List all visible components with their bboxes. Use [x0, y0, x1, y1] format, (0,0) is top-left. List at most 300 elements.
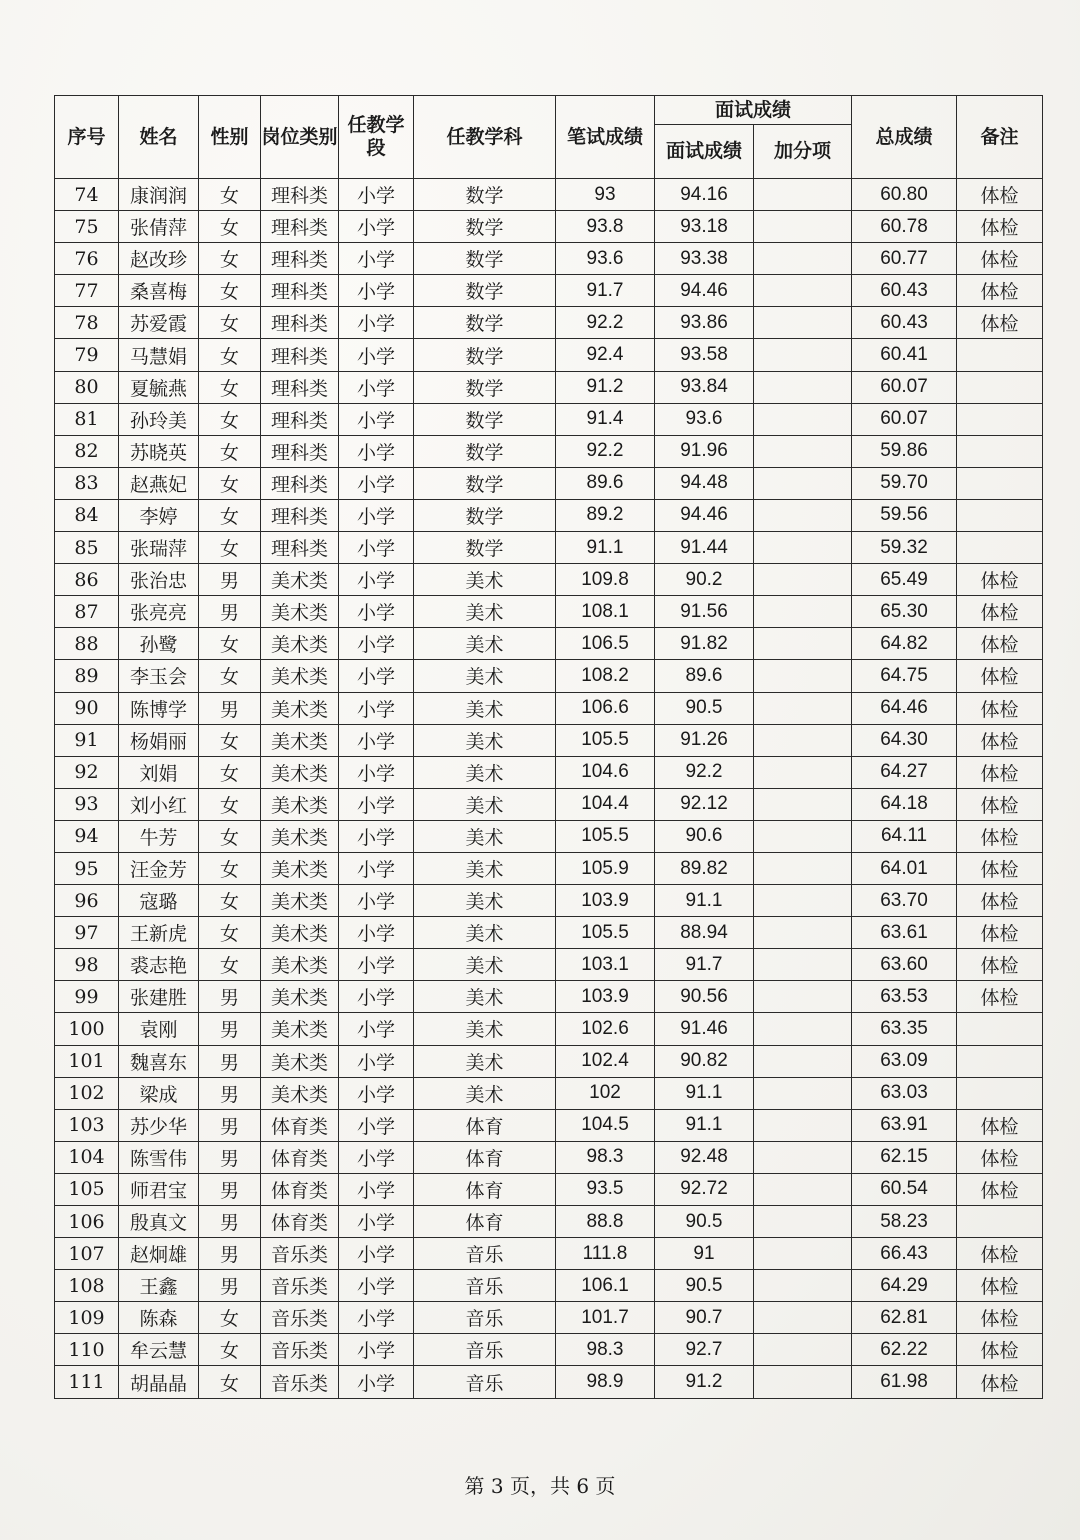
cell-note: 体检 — [957, 1366, 1043, 1398]
header-stage: 任教学段 — [339, 96, 414, 179]
cell-written: 92.2 — [556, 435, 655, 467]
cell-interview: 92.2 — [655, 756, 754, 788]
header-note: 备注 — [957, 96, 1043, 179]
cell-note: 体检 — [957, 885, 1043, 917]
cell-note: 体检 — [957, 1173, 1043, 1205]
cell-stage: 小学 — [339, 211, 414, 243]
cell-written: 103.9 — [556, 885, 655, 917]
cell-interview: 91.82 — [655, 628, 754, 660]
cell-bonus — [754, 1334, 852, 1366]
cell-seq: 100 — [55, 1013, 119, 1045]
cell-sex: 女 — [199, 467, 261, 499]
cell-bonus — [754, 1366, 852, 1398]
cell-name: 牟云慧 — [119, 1334, 199, 1366]
cell-sex: 男 — [199, 564, 261, 596]
cell-sex: 女 — [199, 403, 261, 435]
cell-total: 64.30 — [852, 724, 957, 756]
cell-seq: 95 — [55, 852, 119, 884]
table-row — [55, 692, 1043, 724]
cell-total: 65.49 — [852, 564, 957, 596]
cell-written: 103.1 — [556, 949, 655, 981]
cell-interview: 93.58 — [655, 339, 754, 371]
cell-seq: 108 — [55, 1270, 119, 1302]
cell-interview: 92.12 — [655, 788, 754, 820]
cell-subject: 美术 — [414, 724, 556, 756]
cell-interview: 89.82 — [655, 852, 754, 884]
cell-written: 104.6 — [556, 756, 655, 788]
cell-stage: 小学 — [339, 1109, 414, 1141]
cell-subject: 美术 — [414, 885, 556, 917]
table-row — [55, 371, 1043, 403]
cell-stage: 小学 — [339, 307, 414, 339]
cell-total: 64.82 — [852, 628, 957, 660]
cell-category: 音乐类 — [261, 1366, 339, 1398]
cell-category: 美术类 — [261, 820, 339, 852]
cell-sex: 女 — [199, 435, 261, 467]
table-row — [55, 307, 1043, 339]
cell-subject: 美术 — [414, 820, 556, 852]
cell-total: 60.77 — [852, 243, 957, 275]
cell-subject: 数学 — [414, 307, 556, 339]
cell-interview: 92.48 — [655, 1141, 754, 1173]
cell-sex: 男 — [199, 692, 261, 724]
cell-sex: 女 — [199, 788, 261, 820]
cell-name: 寇璐 — [119, 885, 199, 917]
cell-category: 理科类 — [261, 179, 339, 211]
cell-subject: 美术 — [414, 981, 556, 1013]
cell-note — [957, 1013, 1043, 1045]
cell-note: 体检 — [957, 564, 1043, 596]
cell-stage: 小学 — [339, 371, 414, 403]
cell-seq: 82 — [55, 435, 119, 467]
cell-stage: 小学 — [339, 724, 414, 756]
cell-interview: 91.1 — [655, 1077, 754, 1109]
cell-written: 105.5 — [556, 820, 655, 852]
cell-category: 美术类 — [261, 660, 339, 692]
cell-category: 美术类 — [261, 1077, 339, 1109]
cell-bonus — [754, 339, 852, 371]
cell-note: 体检 — [957, 179, 1043, 211]
cell-category: 理科类 — [261, 403, 339, 435]
cell-name: 刘小红 — [119, 788, 199, 820]
cell-category: 体育类 — [261, 1141, 339, 1173]
cell-seq: 80 — [55, 371, 119, 403]
cell-seq: 101 — [55, 1045, 119, 1077]
cell-written: 89.2 — [556, 499, 655, 531]
cell-category: 理科类 — [261, 275, 339, 307]
cell-name: 殷真文 — [119, 1206, 199, 1238]
cell-note: 体检 — [957, 917, 1043, 949]
cell-category: 理科类 — [261, 435, 339, 467]
cell-seq: 105 — [55, 1173, 119, 1205]
cell-note — [957, 1077, 1043, 1109]
cell-subject: 数学 — [414, 403, 556, 435]
cell-interview: 89.6 — [655, 660, 754, 692]
cell-category: 美术类 — [261, 885, 339, 917]
header-bonus: 加分项 — [754, 125, 852, 179]
table-row — [55, 949, 1043, 981]
cell-written: 88.8 — [556, 1206, 655, 1238]
header-written: 笔试成绩 — [556, 96, 655, 179]
cell-bonus — [754, 1109, 852, 1141]
cell-interview: 91.46 — [655, 1013, 754, 1045]
table-row — [55, 596, 1043, 628]
cell-name: 孙玲美 — [119, 403, 199, 435]
cell-note: 体检 — [957, 628, 1043, 660]
cell-category: 美术类 — [261, 917, 339, 949]
cell-seq: 88 — [55, 628, 119, 660]
cell-interview: 91.44 — [655, 532, 754, 564]
cell-sex: 女 — [199, 820, 261, 852]
table-row — [55, 1109, 1043, 1141]
cell-total: 63.91 — [852, 1109, 957, 1141]
cell-interview: 94.16 — [655, 179, 754, 211]
cell-seq: 84 — [55, 499, 119, 531]
cell-total: 66.43 — [852, 1238, 957, 1270]
cell-seq: 91 — [55, 724, 119, 756]
cell-interview: 90.5 — [655, 1206, 754, 1238]
table-row — [55, 1173, 1043, 1205]
cell-note: 体检 — [957, 243, 1043, 275]
cell-subject: 数学 — [414, 211, 556, 243]
cell-sex: 男 — [199, 1013, 261, 1045]
cell-category: 美术类 — [261, 852, 339, 884]
cell-subject: 音乐 — [414, 1302, 556, 1334]
table-row — [55, 981, 1043, 1013]
cell-subject: 数学 — [414, 532, 556, 564]
table-row — [55, 243, 1043, 275]
cell-name: 桑喜梅 — [119, 275, 199, 307]
cell-seq: 86 — [55, 564, 119, 596]
cell-interview: 92.72 — [655, 1173, 754, 1205]
cell-total: 65.30 — [852, 596, 957, 628]
table-row — [55, 820, 1043, 852]
cell-name: 张建胜 — [119, 981, 199, 1013]
cell-name: 赵炯雄 — [119, 1238, 199, 1270]
cell-stage: 小学 — [339, 1302, 414, 1334]
cell-name: 苏晓英 — [119, 435, 199, 467]
cell-interview: 88.94 — [655, 917, 754, 949]
cell-interview: 90.56 — [655, 981, 754, 1013]
cell-bonus — [754, 596, 852, 628]
cell-bonus — [754, 1238, 852, 1270]
cell-subject: 音乐 — [414, 1334, 556, 1366]
cell-sex: 女 — [199, 307, 261, 339]
cell-note: 体检 — [957, 852, 1043, 884]
cell-stage: 小学 — [339, 1238, 414, 1270]
cell-seq: 93 — [55, 788, 119, 820]
cell-written: 102.4 — [556, 1045, 655, 1077]
cell-subject: 美术 — [414, 564, 556, 596]
cell-interview: 94.46 — [655, 499, 754, 531]
cell-written: 106.5 — [556, 628, 655, 660]
cell-total: 63.09 — [852, 1045, 957, 1077]
cell-note: 体检 — [957, 660, 1043, 692]
cell-written: 91.4 — [556, 403, 655, 435]
cell-subject: 体育 — [414, 1206, 556, 1238]
cell-stage: 小学 — [339, 435, 414, 467]
cell-seq: 79 — [55, 339, 119, 371]
table-row — [55, 499, 1043, 531]
cell-written: 93.6 — [556, 243, 655, 275]
cell-sex: 女 — [199, 243, 261, 275]
cell-subject: 体育 — [414, 1141, 556, 1173]
cell-note: 体检 — [957, 596, 1043, 628]
cell-interview: 91.1 — [655, 1109, 754, 1141]
cell-stage: 小学 — [339, 1045, 414, 1077]
cell-sex: 女 — [199, 1302, 261, 1334]
cell-stage: 小学 — [339, 788, 414, 820]
cell-sex: 女 — [199, 211, 261, 243]
cell-bonus — [754, 660, 852, 692]
cell-sex: 男 — [199, 1238, 261, 1270]
cell-name: 李玉会 — [119, 660, 199, 692]
cell-note: 体检 — [957, 1302, 1043, 1334]
cell-bonus — [754, 724, 852, 756]
cell-subject: 数学 — [414, 179, 556, 211]
cell-category: 美术类 — [261, 788, 339, 820]
cell-sex: 女 — [199, 499, 261, 531]
cell-bonus — [754, 628, 852, 660]
cell-total: 60.43 — [852, 307, 957, 339]
cell-interview: 91.2 — [655, 1366, 754, 1398]
cell-subject: 音乐 — [414, 1270, 556, 1302]
cell-bonus — [754, 1270, 852, 1302]
table-row — [55, 724, 1043, 756]
cell-sex: 女 — [199, 339, 261, 371]
cell-sex: 女 — [199, 724, 261, 756]
cell-name: 张亮亮 — [119, 596, 199, 628]
cell-stage: 小学 — [339, 628, 414, 660]
cell-written: 91.7 — [556, 275, 655, 307]
cell-seq: 97 — [55, 917, 119, 949]
cell-bonus — [754, 1206, 852, 1238]
cell-subject: 美术 — [414, 949, 556, 981]
table-row — [55, 660, 1043, 692]
cell-note: 体检 — [957, 1141, 1043, 1173]
cell-name: 苏爱霞 — [119, 307, 199, 339]
cell-sex: 女 — [199, 949, 261, 981]
cell-subject: 音乐 — [414, 1366, 556, 1398]
cell-seq: 75 — [55, 211, 119, 243]
cell-sex: 女 — [199, 885, 261, 917]
cell-interview: 93.6 — [655, 403, 754, 435]
table-row — [55, 1077, 1043, 1109]
cell-total: 60.07 — [852, 371, 957, 403]
cell-category: 美术类 — [261, 1045, 339, 1077]
cell-sex: 女 — [199, 1334, 261, 1366]
cell-seq: 107 — [55, 1238, 119, 1270]
cell-seq: 83 — [55, 467, 119, 499]
cell-sex: 女 — [199, 275, 261, 307]
cell-stage: 小学 — [339, 885, 414, 917]
cell-bonus — [754, 852, 852, 884]
cell-total: 59.70 — [852, 467, 957, 499]
cell-category: 理科类 — [261, 211, 339, 243]
cell-stage: 小学 — [339, 949, 414, 981]
cell-written: 111.8 — [556, 1238, 655, 1270]
cell-stage: 小学 — [339, 1013, 414, 1045]
cell-stage: 小学 — [339, 1270, 414, 1302]
cell-total: 64.75 — [852, 660, 957, 692]
cell-stage: 小学 — [339, 499, 414, 531]
cell-seq: 104 — [55, 1141, 119, 1173]
table-row — [55, 179, 1043, 211]
cell-category: 美术类 — [261, 628, 339, 660]
cell-stage: 小学 — [339, 1334, 414, 1366]
cell-note — [957, 1045, 1043, 1077]
cell-bonus — [754, 243, 852, 275]
cell-written: 93.8 — [556, 211, 655, 243]
cell-name: 苏少华 — [119, 1109, 199, 1141]
cell-subject: 美术 — [414, 692, 556, 724]
table-row — [55, 852, 1043, 884]
cell-written: 102.6 — [556, 1013, 655, 1045]
cell-written: 102 — [556, 1077, 655, 1109]
cell-name: 梁成 — [119, 1077, 199, 1109]
cell-written: 105.5 — [556, 917, 655, 949]
cell-bonus — [754, 1173, 852, 1205]
cell-bonus — [754, 179, 852, 211]
cell-total: 63.35 — [852, 1013, 957, 1045]
cell-stage: 小学 — [339, 820, 414, 852]
cell-category: 美术类 — [261, 564, 339, 596]
cell-total: 60.78 — [852, 211, 957, 243]
cell-stage: 小学 — [339, 467, 414, 499]
cell-total: 59.32 — [852, 532, 957, 564]
cell-stage: 小学 — [339, 564, 414, 596]
cell-written: 105.9 — [556, 852, 655, 884]
cell-name: 张瑞萍 — [119, 532, 199, 564]
cell-note: 体检 — [957, 1270, 1043, 1302]
cell-subject: 美术 — [414, 1045, 556, 1077]
cell-subject: 数学 — [414, 467, 556, 499]
cell-seq: 78 — [55, 307, 119, 339]
cell-category: 理科类 — [261, 532, 339, 564]
cell-note: 体检 — [957, 820, 1043, 852]
cell-sex: 女 — [199, 179, 261, 211]
header-interview-group: 面试成绩 — [655, 96, 852, 125]
header-sex: 性别 — [199, 96, 261, 179]
cell-stage: 小学 — [339, 179, 414, 211]
cell-seq: 103 — [55, 1109, 119, 1141]
cell-stage: 小学 — [339, 981, 414, 1013]
cell-written: 109.8 — [556, 564, 655, 596]
cell-written: 92.4 — [556, 339, 655, 371]
cell-stage: 小学 — [339, 917, 414, 949]
header-category: 岗位类别 — [261, 96, 339, 179]
cell-written: 105.5 — [556, 724, 655, 756]
cell-note: 体检 — [957, 1109, 1043, 1141]
cell-name: 杨娟丽 — [119, 724, 199, 756]
cell-seq: 99 — [55, 981, 119, 1013]
cell-note: 体检 — [957, 724, 1043, 756]
cell-note: 体检 — [957, 788, 1043, 820]
cell-bonus — [754, 435, 852, 467]
cell-sex: 男 — [199, 1270, 261, 1302]
cell-written: 89.6 — [556, 467, 655, 499]
cell-category: 音乐类 — [261, 1238, 339, 1270]
table-row — [55, 339, 1043, 371]
cell-note: 体检 — [957, 211, 1043, 243]
cell-category: 音乐类 — [261, 1302, 339, 1334]
cell-note: 体检 — [957, 275, 1043, 307]
cell-interview: 94.48 — [655, 467, 754, 499]
table-row — [55, 1045, 1043, 1077]
cell-note: 体检 — [957, 1238, 1043, 1270]
table-row — [55, 1302, 1043, 1334]
cell-written: 104.4 — [556, 788, 655, 820]
cell-seq: 110 — [55, 1334, 119, 1366]
cell-written: 98.9 — [556, 1366, 655, 1398]
cell-interview: 93.84 — [655, 371, 754, 403]
cell-total: 60.41 — [852, 339, 957, 371]
cell-written: 108.1 — [556, 596, 655, 628]
table-row — [55, 1334, 1043, 1366]
cell-total: 63.61 — [852, 917, 957, 949]
cell-seq: 85 — [55, 532, 119, 564]
cell-name: 袁刚 — [119, 1013, 199, 1045]
cell-written: 103.9 — [556, 981, 655, 1013]
cell-subject: 数学 — [414, 275, 556, 307]
cell-category: 美术类 — [261, 981, 339, 1013]
cell-seq: 96 — [55, 885, 119, 917]
cell-total: 62.81 — [852, 1302, 957, 1334]
cell-interview: 90.5 — [655, 692, 754, 724]
header-subject: 任教学科 — [414, 96, 556, 179]
score-table — [54, 95, 1043, 1399]
cell-sex: 男 — [199, 1141, 261, 1173]
cell-bonus — [754, 756, 852, 788]
table-row — [55, 532, 1043, 564]
cell-bonus — [754, 403, 852, 435]
cell-category: 美术类 — [261, 756, 339, 788]
header-row — [55, 96, 1043, 125]
header-seq: 序号 — [55, 96, 119, 179]
cell-seq: 89 — [55, 660, 119, 692]
cell-sex: 男 — [199, 1045, 261, 1077]
cell-name: 汪金芳 — [119, 852, 199, 884]
table-row — [55, 275, 1043, 307]
table-row — [55, 1206, 1043, 1238]
cell-total: 64.18 — [852, 788, 957, 820]
table-body — [55, 179, 1043, 1399]
cell-seq: 98 — [55, 949, 119, 981]
cell-name: 张治忠 — [119, 564, 199, 596]
cell-interview: 91.7 — [655, 949, 754, 981]
cell-category: 美术类 — [261, 596, 339, 628]
cell-name: 陈雪伟 — [119, 1141, 199, 1173]
cell-written: 106.6 — [556, 692, 655, 724]
cell-stage: 小学 — [339, 596, 414, 628]
cell-interview: 90.5 — [655, 1270, 754, 1302]
cell-name: 魏喜东 — [119, 1045, 199, 1077]
cell-bonus — [754, 1045, 852, 1077]
cell-name: 师君宝 — [119, 1173, 199, 1205]
cell-subject: 体育 — [414, 1109, 556, 1141]
cell-total: 64.29 — [852, 1270, 957, 1302]
cell-name: 孙鹭 — [119, 628, 199, 660]
cell-written: 108.2 — [556, 660, 655, 692]
cell-stage: 小学 — [339, 532, 414, 564]
cell-seq: 81 — [55, 403, 119, 435]
cell-name: 康润润 — [119, 179, 199, 211]
cell-category: 理科类 — [261, 339, 339, 371]
cell-note — [957, 1206, 1043, 1238]
table-row — [55, 1270, 1043, 1302]
cell-total: 64.01 — [852, 852, 957, 884]
cell-bonus — [754, 981, 852, 1013]
